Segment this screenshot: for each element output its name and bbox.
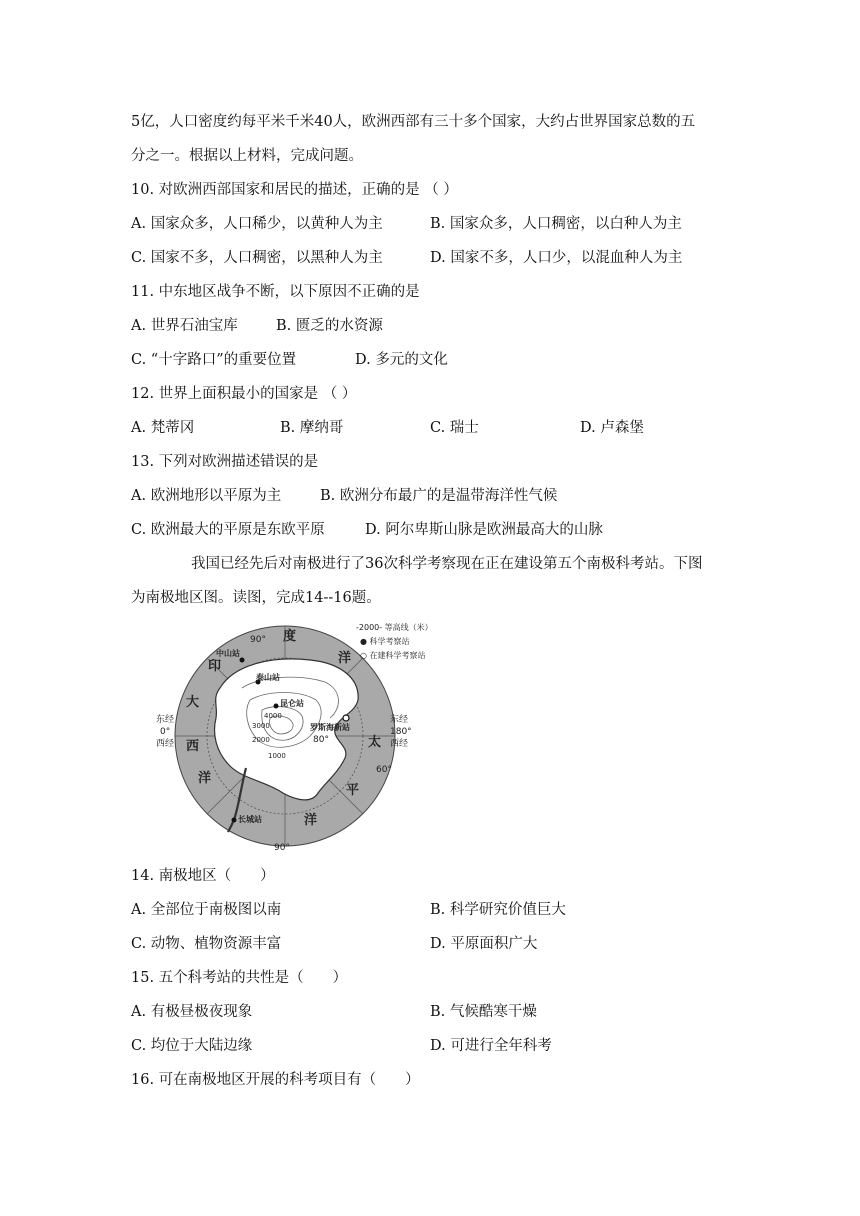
question-12-stem: 12. 世界上面积最小的国家是 （ ） — [131, 386, 357, 402]
contour-3000-label: 3000 — [252, 722, 270, 730]
question-11-option-c: C. “十字路口”的重要位置 — [131, 352, 297, 368]
map-bottom-label: 90° — [274, 843, 290, 853]
ocean-indian-2: 洋 — [338, 651, 352, 666]
map-top-label: 90° — [250, 635, 266, 645]
question-10-stem: 10. 对欧洲西部国家和居民的描述，正确的是 （ ） — [131, 182, 458, 198]
passage-line-1: 我国已经先后对南极进行了36次科学考察现在正在建设第五个南极科考站。下图 — [191, 556, 703, 572]
question-13-option-a: A. 欧洲地形以平原为主 — [131, 488, 282, 504]
question-16-stem: 16. 可在南极地区开展的科考项目有（ ） — [131, 1072, 420, 1088]
question-11-option-a: A. 世界石油宝库 — [131, 318, 238, 334]
ocean-indian-0: 印 — [208, 659, 222, 674]
station-taishan-label: 泰山站 — [256, 673, 280, 682]
question-14-option-d: D. 平原面积广大 — [430, 936, 538, 952]
question-10-option-a: A. 国家众多，人口稀少，以黄种人为主 — [131, 216, 383, 232]
map-left-label-3: 西经 — [156, 739, 175, 749]
question-12-option-d: D. 卢森堡 — [580, 420, 644, 436]
station-rosssea-marker — [343, 715, 349, 721]
question-14-option-a: A. 全部位于南极图以南 — [131, 902, 282, 918]
question-12-option-c: C. 瑞士 — [430, 420, 479, 436]
ocean-pacific-1: 平 — [346, 783, 360, 798]
ocean-indian-1: 度 — [283, 629, 297, 644]
legend-building-station: ○ 在建科学考察站 — [360, 651, 426, 660]
latitude-60-label: 60° — [376, 765, 392, 775]
contour-4000-label: 4000 — [264, 712, 282, 720]
map-right-label-1: 东经 — [390, 715, 409, 725]
question-14-option-c: C. 动物、植物资源丰富 — [131, 936, 282, 952]
contour-1000-label: 1000 — [268, 752, 286, 760]
question-11-option-b: B. 匮乏的水资源 — [276, 318, 383, 334]
map-right-label-3: 西经 — [390, 739, 409, 749]
question-11-option-d: D. 多元的文化 — [355, 352, 448, 368]
question-14-option-b: B. 科学研究价值巨大 — [430, 902, 566, 918]
station-zhongshan-label: 中山站 — [216, 649, 240, 658]
question-10-option-c: C. 国家不多，人口稠密，以黑种人为主 — [131, 250, 383, 266]
station-changcheng-label: 长城站 — [238, 815, 262, 824]
intro-line-1: 5亿，人口密度约每平米千米40人，欧洲西部有三十多个国家，大约占世界国家总数的五 — [131, 114, 696, 130]
question-15-option-c: C. 均位于大陆边缘 — [131, 1038, 253, 1054]
station-zhongshan-marker — [240, 658, 245, 663]
legend-station: ● 科学考察站 — [360, 637, 410, 646]
question-15-option-a: A. 有极昼极夜现象 — [131, 1004, 253, 1020]
station-rosssea-label: 罗斯海新站 — [310, 723, 350, 732]
question-13-stem: 13. 下列对欧洲描述错误的是 — [131, 454, 319, 470]
ocean-atlantic-2: 洋 — [198, 771, 212, 786]
ocean-atlantic-1: 西 — [186, 739, 200, 754]
question-15-option-d: D. 可进行全年科考 — [430, 1038, 552, 1054]
ocean-pacific-2: 洋 — [304, 813, 318, 828]
station-changcheng-marker — [232, 818, 237, 823]
map-left-label-1: 东经 — [156, 715, 175, 725]
question-12-option-b: B. 摩纳哥 — [280, 420, 344, 436]
question-15-stem: 15. 五个科考站的共性是（ ） — [131, 970, 348, 986]
legend-contour: -2000- 等高线（米） — [356, 623, 433, 632]
question-12-option-a: A. 梵蒂冈 — [131, 420, 195, 436]
contour-2000-label: 2000 — [252, 736, 270, 744]
question-11-stem: 11. 中东地区战争不断，以下原因不正确的是 — [131, 284, 420, 300]
question-10-option-b: B. 国家众多，人口稠密，以白种人为主 — [430, 216, 682, 232]
station-kunlun-marker — [274, 704, 279, 709]
station-kunlun-label: 昆仑站 — [280, 699, 304, 708]
intro-line-2: 分之一。根据以上材料，完成问题。 — [131, 148, 363, 164]
latitude-80-label: 80° — [313, 735, 329, 745]
question-13-option-d: D. 阿尔卑斯山脉是欧洲最高大的山脉 — [365, 522, 603, 538]
map-right-label-2: 180° — [390, 727, 412, 737]
map-left-label-2: 0° — [160, 727, 171, 737]
question-14-stem: 14. 南极地区（ ） — [131, 868, 275, 884]
question-15-option-b: B. 气候酷寒干燥 — [430, 1004, 537, 1020]
question-10-option-d: D. 国家不多，人口少，以混血种人为主 — [430, 250, 683, 266]
question-13-option-c: C. 欧洲最大的平原是东欧平原 — [131, 522, 325, 538]
ocean-atlantic-0: 大 — [186, 695, 200, 710]
passage-line-2: 为南极地区图。读图，完成14--16题。 — [131, 590, 381, 606]
question-13-option-b: B. 欧洲分布最广的是温带海洋性气候 — [320, 488, 558, 504]
ocean-pacific-0: 太 — [368, 735, 382, 750]
antarctica-map — [150, 618, 450, 858]
